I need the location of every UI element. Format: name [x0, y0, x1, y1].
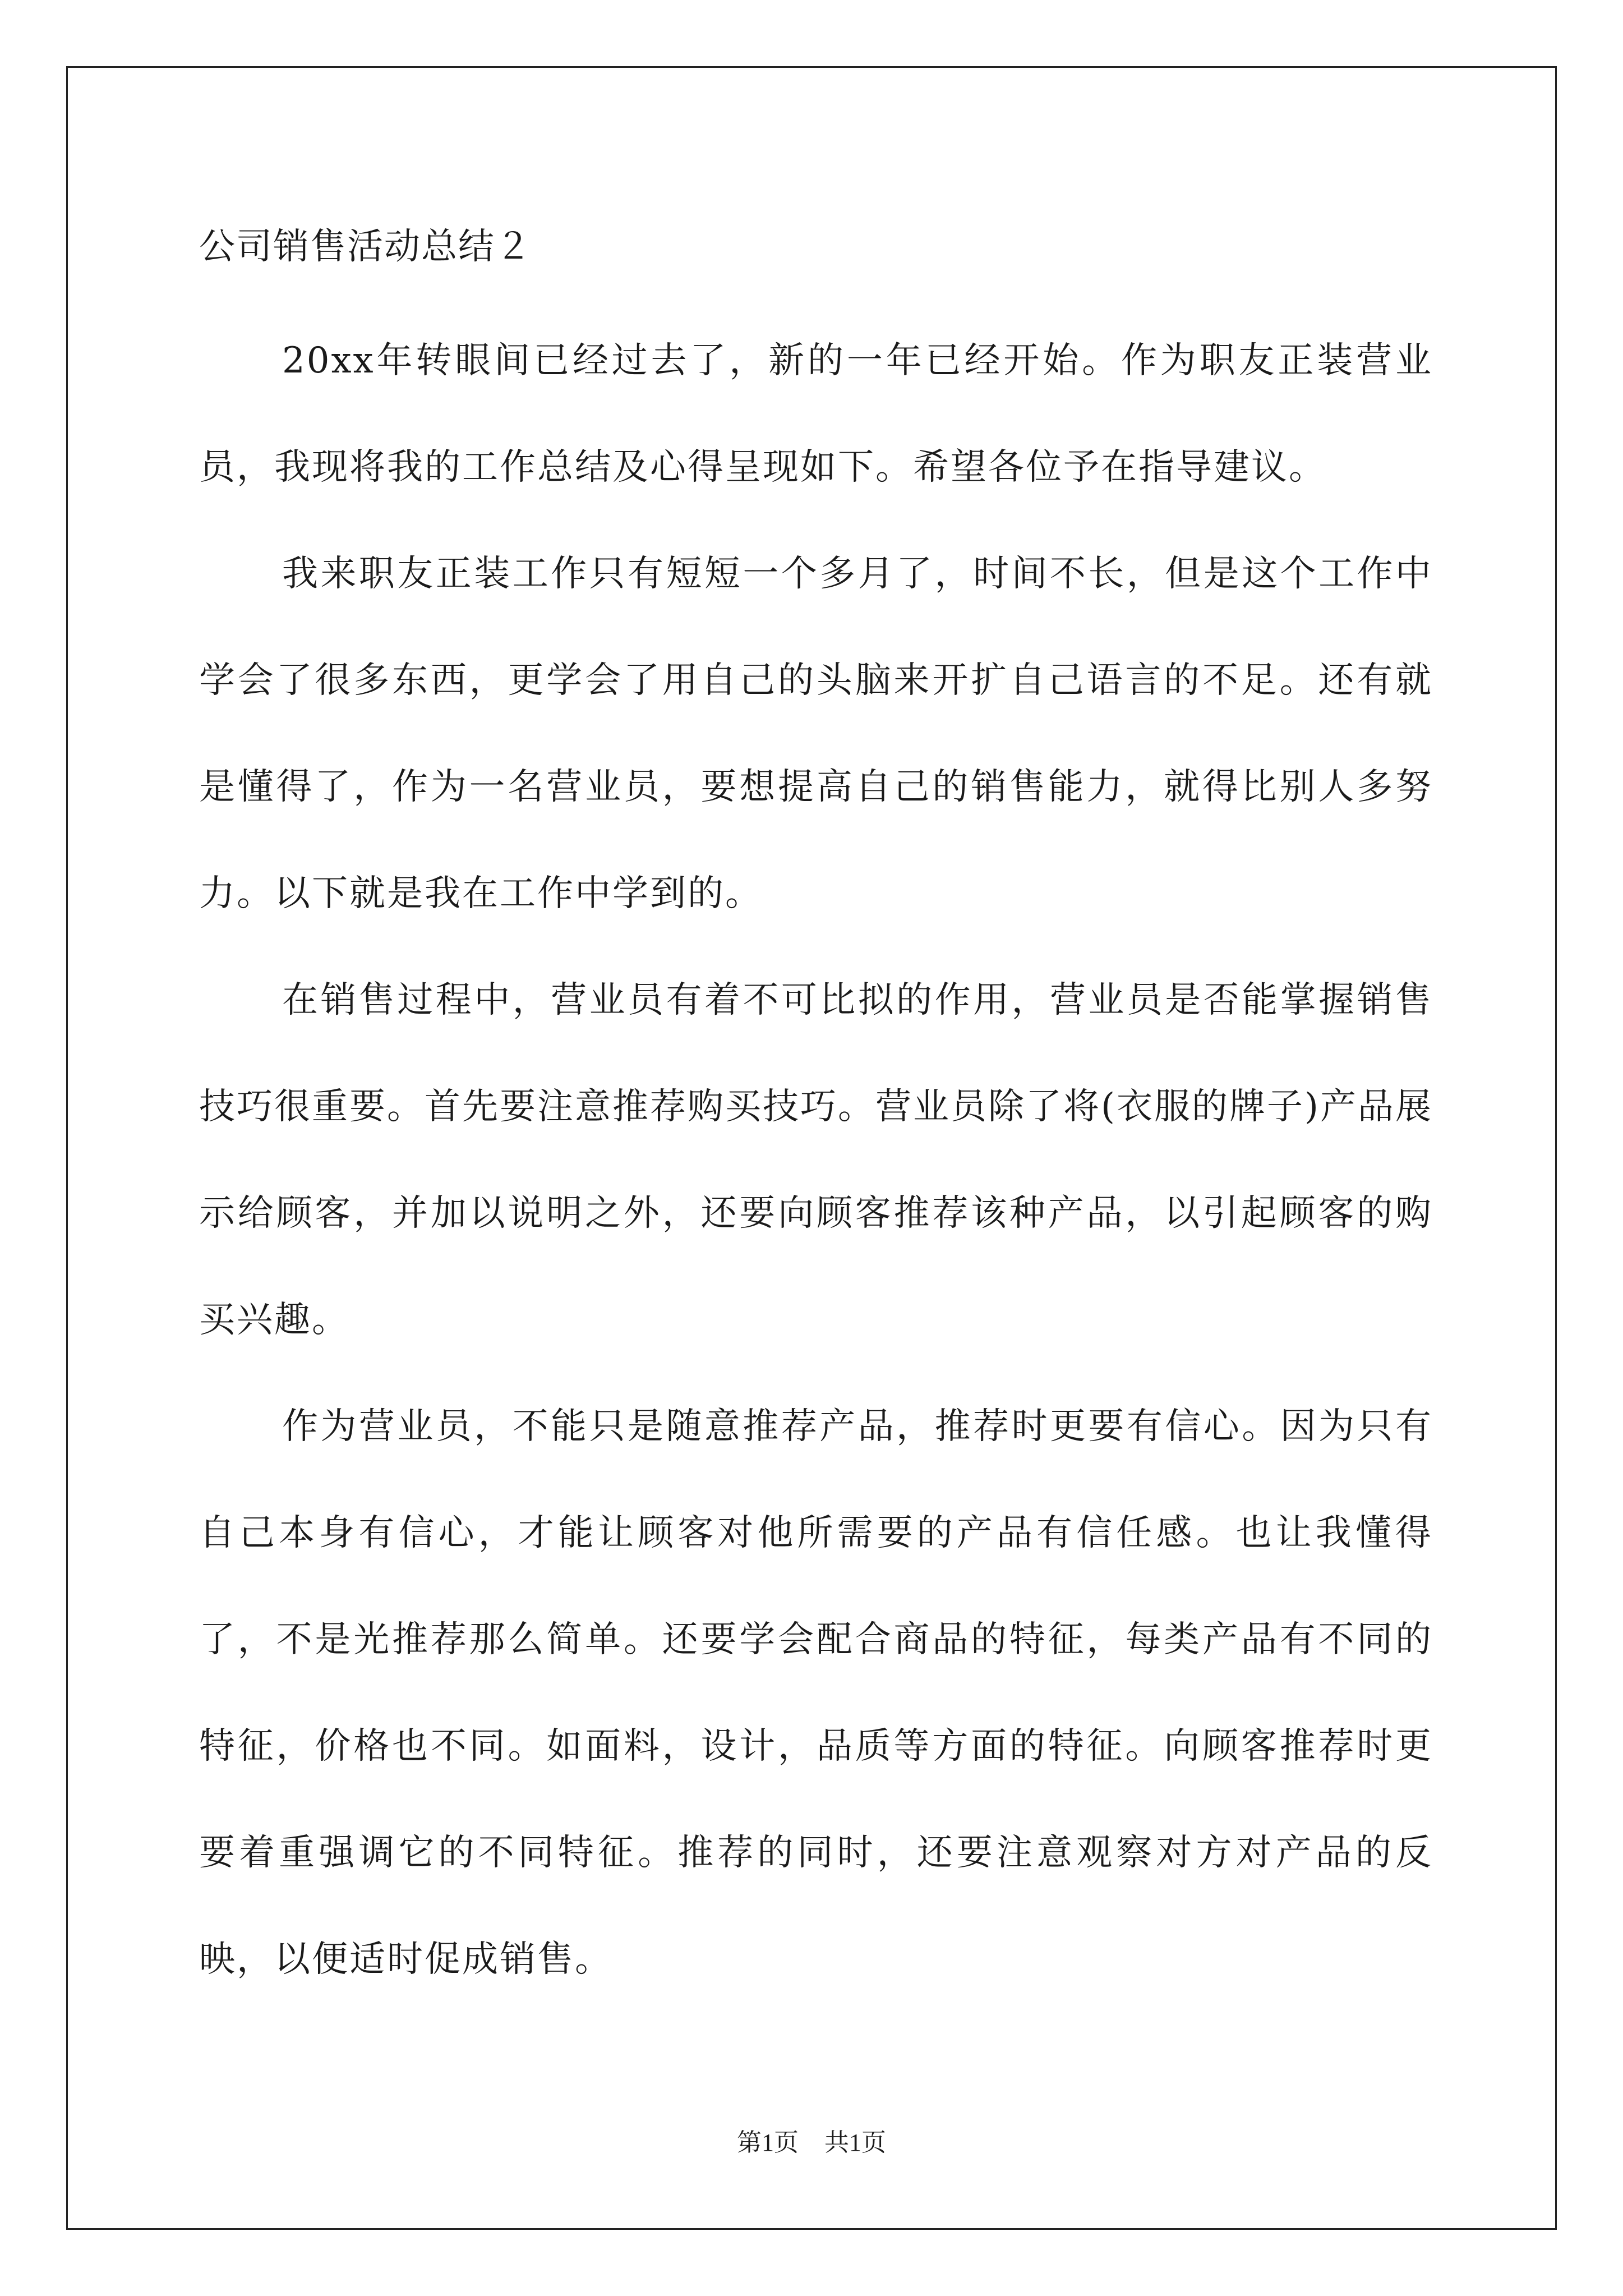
document-title: 公司销售活动总结２: [199, 226, 532, 268]
paragraph-1: 20xx年转眼间已经过去了，新的一年已经开始。作为职友正装营业员，我现将我的工作总结及心得呈现如下。希望各位予在指导建议。: [199, 340, 1433, 488]
paragraph-2: 我来职友正装工作只有短短一个多月了，时间不长，但是这个工作中学会了很多东西，更学会了用自己的头脑来开扩自己语言的不足。还有就是懂得了，作为一名营业员，要想提高自己的销售能力，就得比别人多努力。以下就是我在工作中学到的。: [199, 553, 1433, 914]
document-body: [199, 208, 1433, 2013]
paragraph-3: 在销售过程中，营业员有着不可比拟的作用，营业员是否能掌握销售技巧很重要。首先要注意推荐购买技巧。营业员除了将(衣服的牌子)产品展示给顾客，并加以说明之外，还要向顾客推荐该种产品，以引起顾客的购买兴趣。: [199, 979, 1433, 1341]
page-number-total: 共1页: [824, 2129, 886, 2156]
paragraph-4: 作为营业员，不能只是随意推荐产品，推荐时更要有信心。因为只有自己本身有信心，才能让顾客对他所需要的产品有信任感。也让我懂得了，不是光推荐那么简单。还要学会配合商品的特征，每类产品有不同的特征，价格也不同。如面料，设计，品质等方面的特征。向顾客推荐时更要着重强调它的不同特征。推荐的同时，还要注意观察对方对产品的反映，以便适时促成销售。: [199, 1406, 1433, 1980]
page-number-current: 第1页: [737, 2129, 799, 2156]
page-footer: [0, 2126, 1623, 2160]
